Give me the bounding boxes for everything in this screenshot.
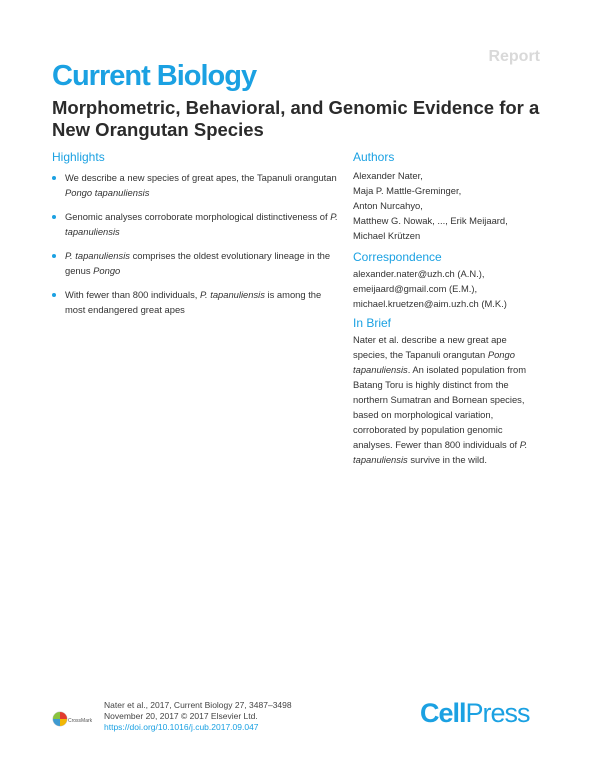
highlights-heading: Highlights — [52, 150, 105, 164]
correspondence-heading: Correspondence — [353, 250, 442, 264]
highlight-item: With fewer than 800 individuals, P. tapanuliensis is among the most endangered great apes — [52, 287, 342, 317]
author-line: Matthew G. Nowak, ..., Erik Meijaard, — [353, 215, 508, 226]
highlights-list — [52, 170, 342, 317]
citation-line: Nater et al., 2017, Current Biology 27, 3487–3498 — [104, 700, 292, 710]
author-line: Alexander Nater, — [353, 170, 423, 181]
authors-list — [353, 168, 553, 243]
citation-block — [104, 700, 364, 733]
email-line: emeijaard@gmail.com (E.M.), — [353, 283, 478, 294]
bullet-icon — [52, 254, 56, 258]
author-line: Maja P. Mattle-Greminger, — [353, 185, 462, 196]
in-brief-text: Nater et al. describe a new great ape species, the Tapanuli orangutan Pongo tapanuliensis. An isolated population from Batang Toru is highly distinct from the northern Sumatran and Bornean species, based on morphological variation, corroborated by population genomic analyses. Fewer than 800 individuals of P. tapanuliensis survive in the wild. — [353, 334, 528, 465]
in-brief-section — [353, 316, 543, 467]
crossmark-logo[interactable] — [52, 710, 96, 728]
authors-section — [353, 150, 553, 243]
highlight-item: Genomic analyses corroborate morphological distinctiveness of P. tapanuliensis — [52, 209, 342, 239]
date-line: November 20, 2017 © 2017 Elsevier Ltd. — [104, 711, 258, 721]
author-line: Michael Krützen — [353, 230, 421, 241]
author-line: Anton Nurcahyo, — [353, 200, 423, 211]
correspondence-section — [353, 250, 563, 311]
highlight-item: P. tapanuliensis comprises the oldest evolutionary lineage in the genus Pongo — [52, 248, 342, 278]
email-line: alexander.nater@uzh.ch (A.N.), — [353, 268, 485, 279]
email-line: michael.kruetzen@aim.uzh.ch (M.K.) — [353, 298, 507, 309]
highlight-item: We describe a new species of great apes, the Tapanuli orangutan Pongo tapanuliensis — [52, 170, 342, 200]
report-label: Report — [488, 48, 540, 65]
doi-link[interactable]: https://doi.org/10.1016/j.cub.2017.09.047 — [104, 722, 259, 732]
cellpress-logo — [420, 698, 530, 729]
cellpress-part2: Press — [465, 698, 530, 728]
crossmark-icon — [52, 710, 96, 728]
svg-text:CrossMark: CrossMark — [68, 718, 93, 724]
in-brief-heading: In Brief — [353, 316, 392, 330]
cellpress-part1: Cell — [420, 698, 466, 728]
bullet-icon — [52, 293, 56, 297]
bullet-icon — [52, 176, 56, 180]
highlights-section — [52, 150, 342, 326]
correspondence-list — [353, 266, 563, 311]
journal-name: Current Biology — [52, 60, 257, 92]
authors-heading: Authors — [353, 150, 395, 164]
article-title: Morphometric, Behavioral, and Genomic Evidence for a New Orangutan Species — [52, 97, 540, 140]
bullet-icon — [52, 215, 56, 219]
